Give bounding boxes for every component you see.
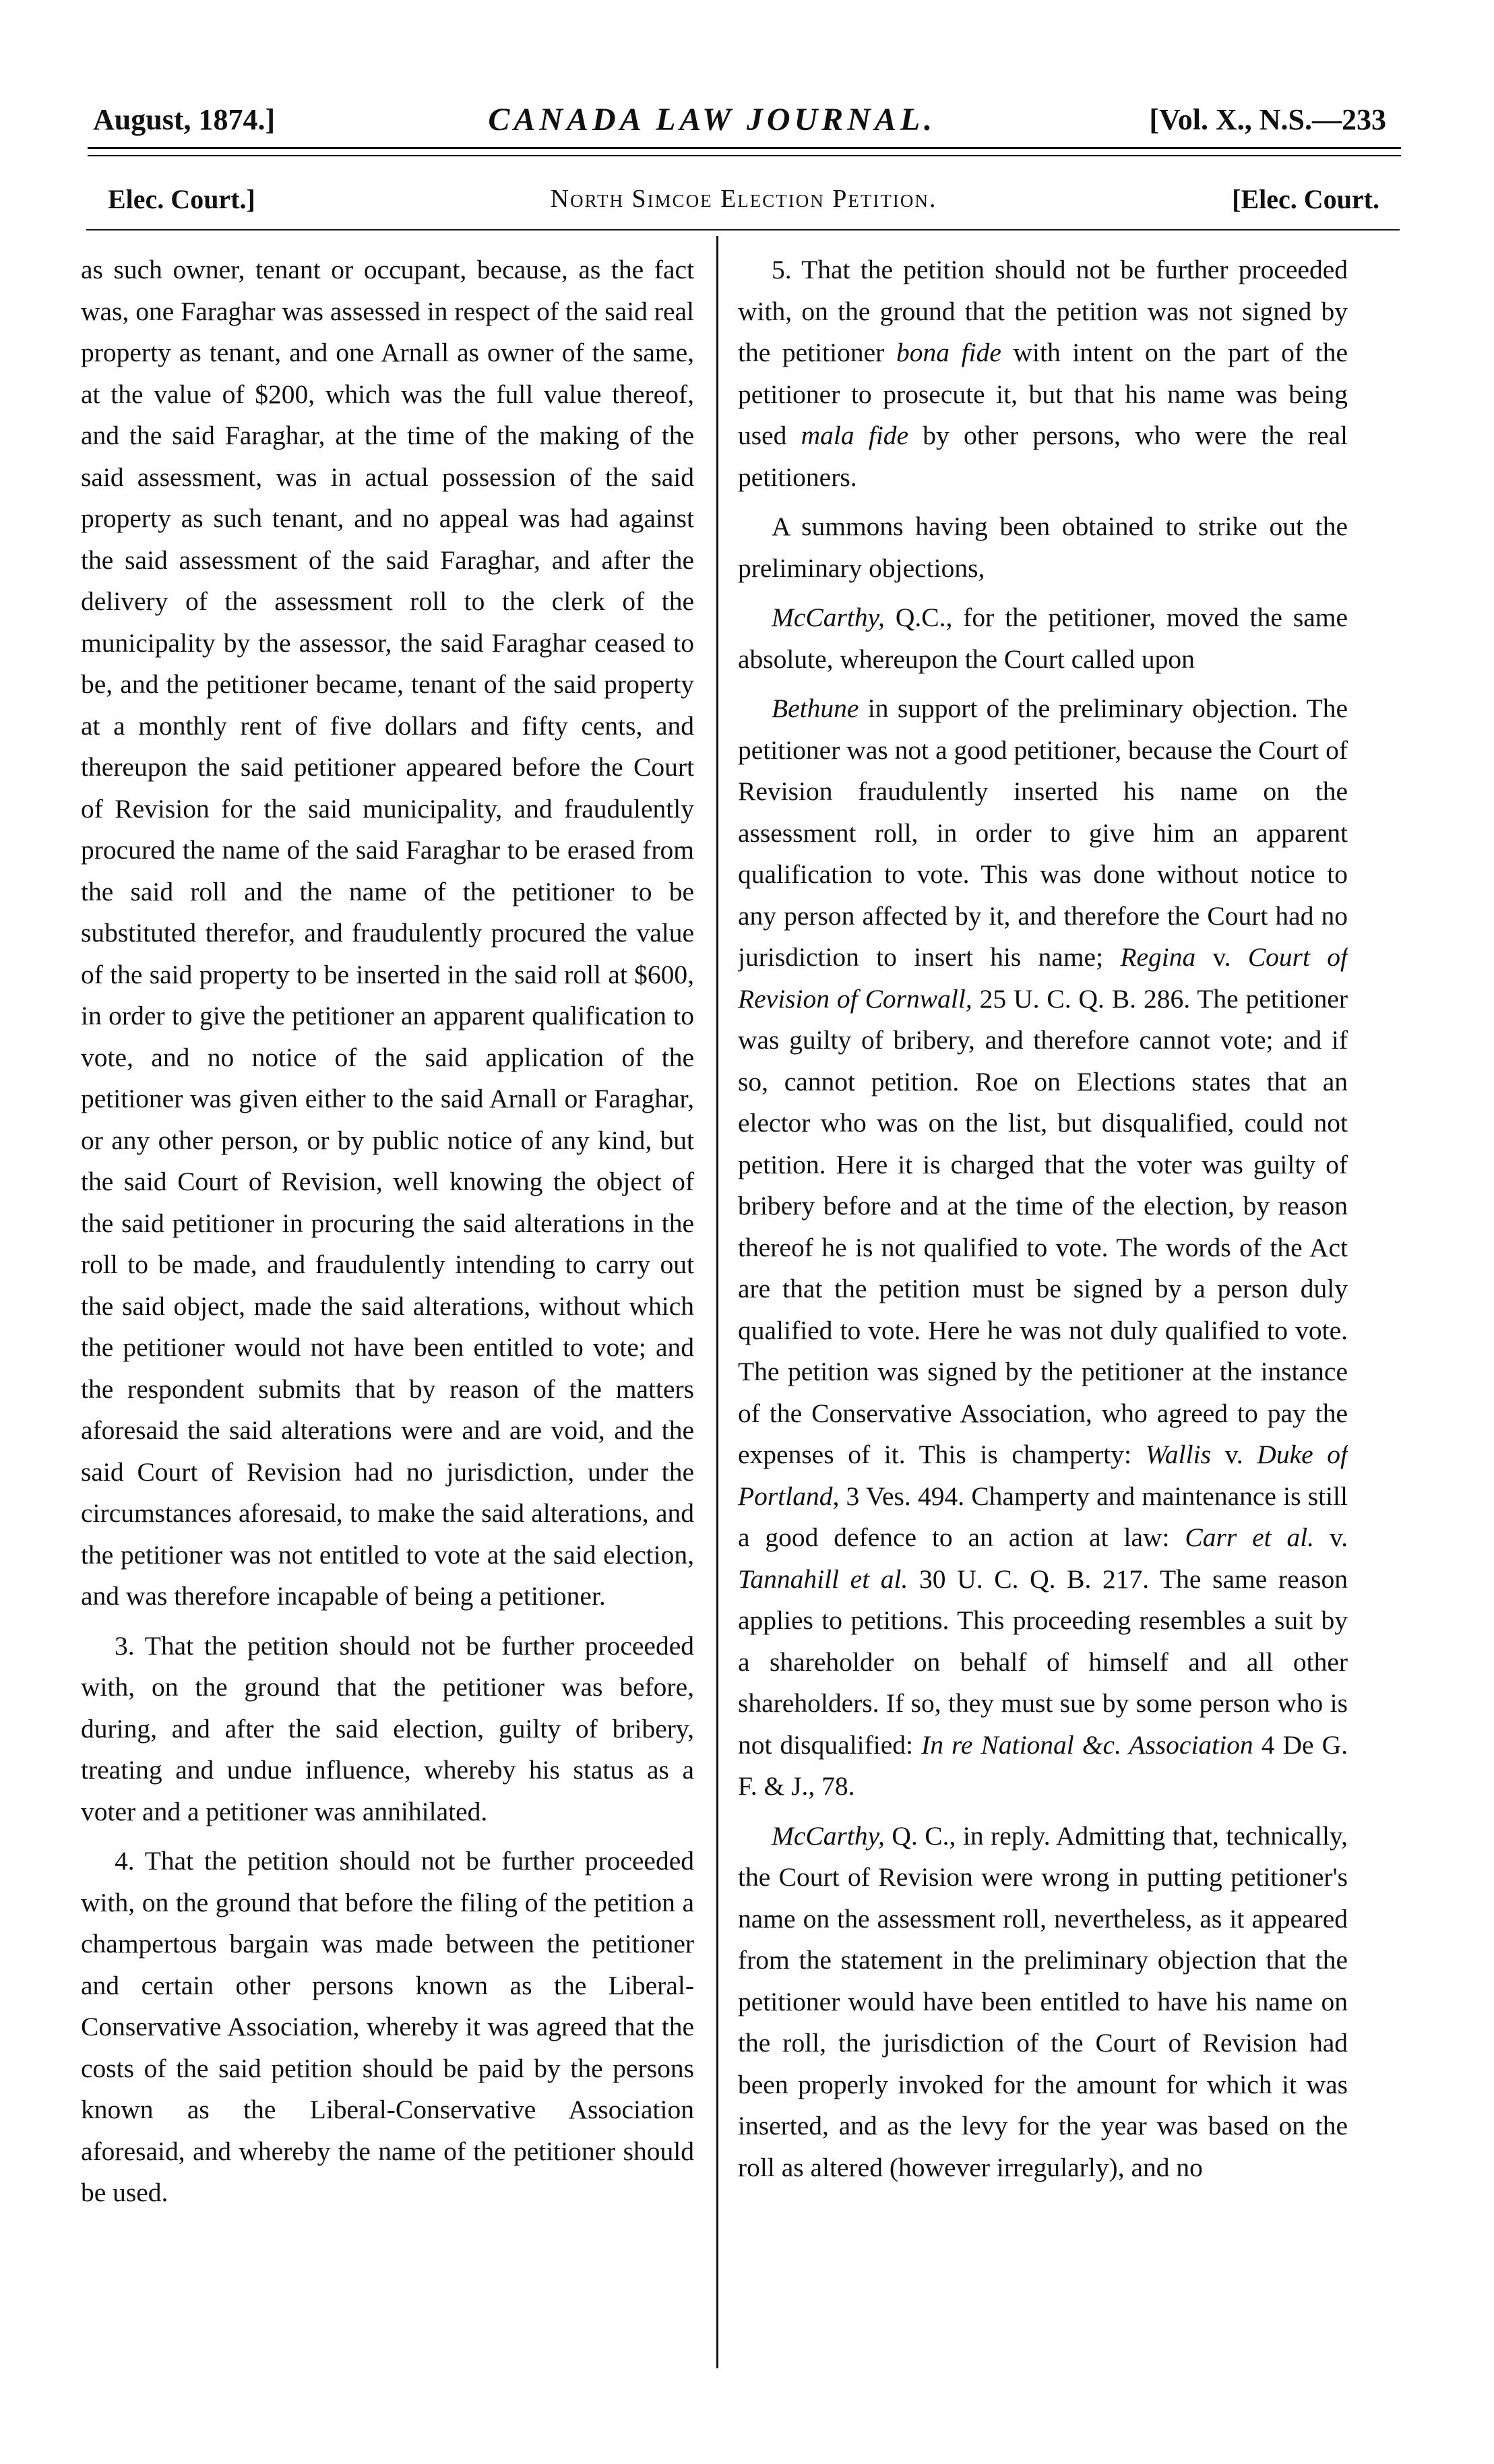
bethune-argument-paragraph: Bethune in support of the preliminary objection. The petitioner was not a good petitioner, because the Court of Revision fraudulently inserted his name on the assessment roll, in order to give him an apparent qualification to vote. This was done without notice to any person affected by it, and therefore the Court had no jurisdiction to insert his name; Regina v. Court of Revision of Cornwall, 25 U. C. Q. B. 286. The petitioner was guilty of bribery, and therefore cannot vote; and if so, cannot petition. Roe on Elections states that an elector who was on the list, but disqualified, could not petition. Here it is charged that the voter was guilty of bribery before and at the time of the election, by reason thereof he is not qualified to vote. The words of the Act are that the petition must be signed by a person duly qualified to vote. Here he was not duly qualified to vote. The petition was signed by the petitioner at the instance of the Conservative Association, who agreed to pay the expenses of it. This is champerty: Wallis v. Duke of Portland, 3 Ves. 494. Champerty and maintenance is still a good defence to an action at law: Carr et al. v. Tannahill et al. 30 U. C. Q. B. 217. The same reason applies to petitions. This proceeding resembles a suit by a shareholder on behalf of himself and all other shareholders. If so, they must sue by some person who is not disqualified: In re National &c. Association 4 De G. F. & J., 78. [738,694,1348,1801]
objection-4-paragraph: 4. That the petition should not be further proceeded with, on the ground that before the filing of the petition a champertous bargain was made between the petitioner and certain other persons known as the Liberal-Conservative Association, whereby it was agreed that the costs of the said petition should be paid by the persons known as the Liberal-Conservative Association aforesaid, and whereby the name of the petitioner should be used. [81,1846,694,2207]
case-citation: Wallis [1145,1440,1211,1469]
case-header [108,172,1379,226]
counsel-name: McCarthy, [772,603,885,632]
court-label-right: [Elec. Court. [1232,183,1379,214]
volume-page-number: [Vol. X., N.S.—233 [1149,102,1386,136]
header-rule-thick [88,147,1401,149]
case-citation: Duke of Portland, [738,1440,1348,1511]
column-divider [716,236,718,2368]
case-title: North Simcoe Election Petition. [550,185,937,213]
latin-term: bona fide [896,338,1001,367]
case-citation: Court of Revision of Cornwall, [738,942,1348,1014]
reply-paragraph: McCarthy, Q. C., in reply. Admitting that, technically, the Court of Revision were wrong in putting petitioner's name on the assessment roll, nevertheless, as it appeared from the statement in the preliminary objection that the petitioner would have been entitled to have his name on the roll, the jurisdiction of the Court of Revision had been properly invoked for the amount for which it was inserted, and as the levy for the year was based on the roll as altered (however irregularly), and no [738,1820,1348,2182]
objection-3-paragraph: 3. That the petition should not be further proceeded with, on the ground that the petitioner was before, during, and after the said election, guilty of bribery, treating and undue influence, whereby his status as a voter and a petitioner was annihilated. [81,1630,694,1826]
counsel-motion-paragraph: McCarthy, Q.C., for the petitioner, moved the same absolute, whereupon the Court called upon [738,603,1348,674]
running-head [93,96,1386,143]
right-column [738,249,1348,2363]
objection-5-paragraph: 5. That the petition should not be further proceeded with, on the ground that the petition was not signed by the petitioner bona fide with intent on the part of the petitioner to prosecute it, but that his name was being used mala fide by other persons, who were the real petitioners. [738,255,1348,492]
left-column [81,249,694,2363]
case-header-rule [86,229,1400,230]
counsel-name: McCarthy, [772,1820,885,1851]
case-citation: Tannahill et al. [738,1564,908,1594]
summons-paragraph: A summons having been obtained to strike out the preliminary objections, [738,512,1348,583]
latin-term: mala fide [801,421,909,450]
case-citation: In re National &c. Association [921,1729,1253,1760]
objection-continuation-paragraph: as such owner, tenant or occupant, because, as the fact was, one Faraghar was assessed in respect of the said real property as tenant, and one Arnall as owner of the same, at the value of $200, which was the full value thereof, and the said Faraghar, at the time of the making of the said assessment, was in actual possession of the said property as such tenant, and no appeal was had against the said assessment of the said Faraghar, and after the delivery of the assessment roll to the clerk of the municipality by the assessor, the said Faraghar ceased to be, and the petitioner became, tenant of the said property at a monthly rent of five dollars and fifty cents, and thereupon the said petitioner appeared before the Court of Revision for the said municipality, and fraudulently procured the name of the said Faraghar to be erased from the said roll and the name of the petitioner to be substituted therefor, and fraudulently procured the value of the said property to be inserted in the said roll at $600, in order to give the petitioner an apparent qualification to vote, and no notice of the said application of the petitioner was given either to the said Arnall or Faraghar, or any other person, or by public notice of any kind, but the said Court of Revision, well knowing the object of the said petitioner in procuring the said alterations in the roll to be made, and fraudulently intending to carry out the said object, made the said alterations, without which the petitioner would not have been entitled to vote; and the respondent submits that by reason of the matters aforesaid the said alterations were and are void, and the said Court of Revision had no jurisdiction, under the circumstances aforesaid, to make the said alterations, and the petitioner was not entitled to vote at the said election, and was therefore incapable of being a petitioner. [81,255,694,1611]
court-label-left: Elec. Court.] [108,183,255,214]
case-citation: Regina [1120,942,1196,972]
issue-date: August, 1874.] [93,102,276,136]
counsel-name: Bethune [772,694,859,723]
header-rule-thin [88,155,1401,156]
case-citation: Carr et al. [1185,1522,1315,1552]
journal-title: CANADA LAW JOURNAL. [488,101,937,137]
